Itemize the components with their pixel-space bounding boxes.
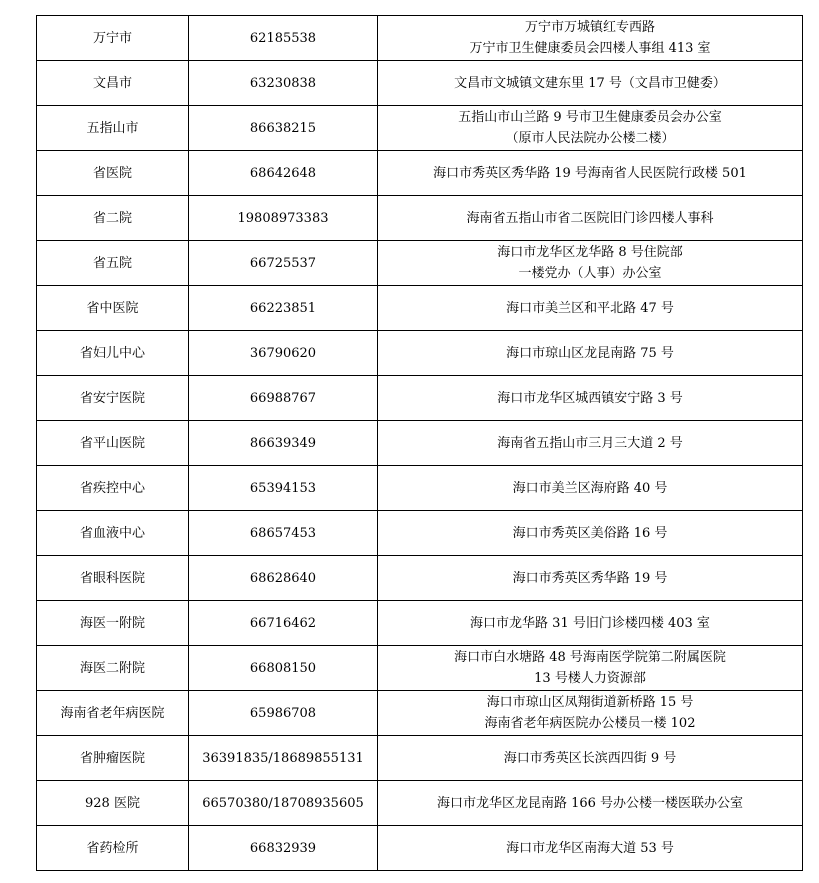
unit-cell: 海医二附院 bbox=[37, 646, 189, 691]
address-cell bbox=[378, 421, 803, 466]
table-row bbox=[37, 556, 803, 601]
phone-cell: 65986708 bbox=[189, 691, 378, 736]
unit-cell: 省二院 bbox=[37, 196, 189, 241]
address-cell bbox=[378, 286, 803, 331]
phone-cell: 66808150 bbox=[189, 646, 378, 691]
unit-cell: 省中医院 bbox=[37, 286, 189, 331]
phone-cell: 65394153 bbox=[189, 466, 378, 511]
table-row bbox=[37, 691, 803, 736]
address-line: （原市人民法院办公楼二楼） bbox=[505, 131, 675, 146]
address-cell bbox=[378, 106, 803, 151]
unit-cell: 万宁市 bbox=[37, 16, 189, 61]
table-row bbox=[37, 151, 803, 196]
address-line: 万宁市万城镇红专西路 bbox=[524, 20, 655, 35]
table-row bbox=[37, 16, 803, 61]
table-row bbox=[37, 466, 803, 511]
address-line: 海口市秀英区秀华路 19 号海南省人民医院行政楼 501 bbox=[433, 165, 747, 181]
unit-cell: 海医一附院 bbox=[37, 601, 189, 646]
address-line: 海南省老年病医院办公楼员一楼 102 bbox=[484, 716, 696, 731]
unit-cell: 省眼科医院 bbox=[37, 556, 189, 601]
table-row bbox=[37, 376, 803, 421]
unit-cell: 省肿瘤医院 bbox=[37, 736, 189, 781]
table-row bbox=[37, 61, 803, 106]
phone-cell: 66832939 bbox=[189, 826, 378, 871]
contact-table-body bbox=[37, 16, 803, 871]
table-row bbox=[37, 106, 803, 151]
phone-cell: 66223851 bbox=[189, 286, 378, 331]
address-line: 海南省五指山市省二医院旧门诊四楼人事科 bbox=[466, 210, 714, 226]
address-cell bbox=[378, 466, 803, 511]
address-line: 海南省五指山市三月三大道 2 号 bbox=[497, 435, 683, 451]
table-row bbox=[37, 826, 803, 871]
address-cell bbox=[378, 61, 803, 106]
table-row bbox=[37, 286, 803, 331]
phone-cell: 63230838 bbox=[189, 61, 378, 106]
address-cell bbox=[378, 511, 803, 556]
table-row bbox=[37, 421, 803, 466]
unit-cell: 省平山医院 bbox=[37, 421, 189, 466]
table-row bbox=[37, 196, 803, 241]
address-line: 海口市秀英区美俗路 16 号 bbox=[512, 525, 668, 541]
address-line: 海口市龙华区南海大道 53 号 bbox=[506, 840, 674, 856]
unit-cell: 省血液中心 bbox=[37, 511, 189, 556]
phone-cell: 68657453 bbox=[189, 511, 378, 556]
unit-cell: 文昌市 bbox=[37, 61, 189, 106]
address-line: 海口市秀英区长滨西四街 9 号 bbox=[503, 750, 677, 766]
phone-cell: 68628640 bbox=[189, 556, 378, 601]
phone-cell: 86638215 bbox=[189, 106, 378, 151]
address-line: 海口市琼山区龙昆南路 75 号 bbox=[506, 345, 674, 361]
table-row bbox=[37, 331, 803, 376]
address-cell bbox=[378, 736, 803, 781]
address-cell bbox=[378, 781, 803, 826]
unit-cell: 省疾控中心 bbox=[37, 466, 189, 511]
address-line: 海口市秀英区秀华路 19 号 bbox=[512, 570, 668, 586]
address-line: 海口市龙华区龙昆南路 166 号办公楼一楼医联办公室 bbox=[436, 795, 744, 811]
table-row bbox=[37, 736, 803, 781]
unit-cell: 省医院 bbox=[37, 151, 189, 196]
address-cell bbox=[378, 196, 803, 241]
table-row bbox=[37, 511, 803, 556]
table-row bbox=[37, 601, 803, 646]
phone-cell: 36391835/18689855131 bbox=[189, 736, 378, 781]
address-line: 一楼党办（人事）办公室 bbox=[518, 266, 662, 281]
contact-table bbox=[36, 15, 803, 871]
phone-cell: 19808973383 bbox=[189, 196, 378, 241]
address-cell bbox=[378, 151, 803, 196]
address-line: 五指山市山兰路 9 号市卫生健康委员会办公室 bbox=[458, 110, 722, 125]
address-line: 万宁市卫生健康委员会四楼人事组 413 室 bbox=[469, 41, 711, 56]
address-line: 海口市白水塘路 48 号海南医学院第二附属医院 bbox=[454, 650, 726, 665]
address-cell bbox=[378, 241, 803, 286]
phone-cell: 86639349 bbox=[189, 421, 378, 466]
address-line: 海口市龙华区龙华路 8 号住院部 bbox=[497, 245, 683, 260]
address-cell bbox=[378, 826, 803, 871]
table-row bbox=[37, 781, 803, 826]
unit-cell: 省药检所 bbox=[37, 826, 189, 871]
address-line: 海口市龙华区城西镇安宁路 3 号 bbox=[497, 390, 683, 406]
unit-cell: 928 医院 bbox=[37, 781, 189, 826]
unit-cell: 省安宁医院 bbox=[37, 376, 189, 421]
address-line: 海口市龙华路 31 号旧门诊楼四楼 403 室 bbox=[470, 615, 710, 631]
phone-cell: 62185538 bbox=[189, 16, 378, 61]
unit-cell: 五指山市 bbox=[37, 106, 189, 151]
address-cell bbox=[378, 691, 803, 736]
unit-cell: 海南省老年病医院 bbox=[37, 691, 189, 736]
address-cell bbox=[378, 376, 803, 421]
phone-cell: 66725537 bbox=[189, 241, 378, 286]
address-cell bbox=[378, 331, 803, 376]
address-cell bbox=[378, 601, 803, 646]
table-row bbox=[37, 646, 803, 691]
unit-cell: 省妇儿中心 bbox=[37, 331, 189, 376]
phone-cell: 66570380/18708935605 bbox=[189, 781, 378, 826]
phone-cell: 66988767 bbox=[189, 376, 378, 421]
address-cell bbox=[378, 646, 803, 691]
address-line: 海口市美兰区和平北路 47 号 bbox=[506, 300, 674, 316]
address-cell bbox=[378, 556, 803, 601]
address-cell bbox=[378, 16, 803, 61]
table-row bbox=[37, 241, 803, 286]
address-line: 海口市琼山区凤翔街道新桥路 15 号 bbox=[486, 695, 694, 710]
address-line: 海口市美兰区海府路 40 号 bbox=[512, 480, 668, 496]
phone-cell: 68642648 bbox=[189, 151, 378, 196]
phone-cell: 66716462 bbox=[189, 601, 378, 646]
phone-cell: 36790620 bbox=[189, 331, 378, 376]
unit-cell: 省五院 bbox=[37, 241, 189, 286]
address-line: 文昌市文城镇文建东里 17 号（文昌市卫健委） bbox=[454, 75, 726, 91]
address-line: 13 号楼人力资源部 bbox=[534, 671, 646, 686]
